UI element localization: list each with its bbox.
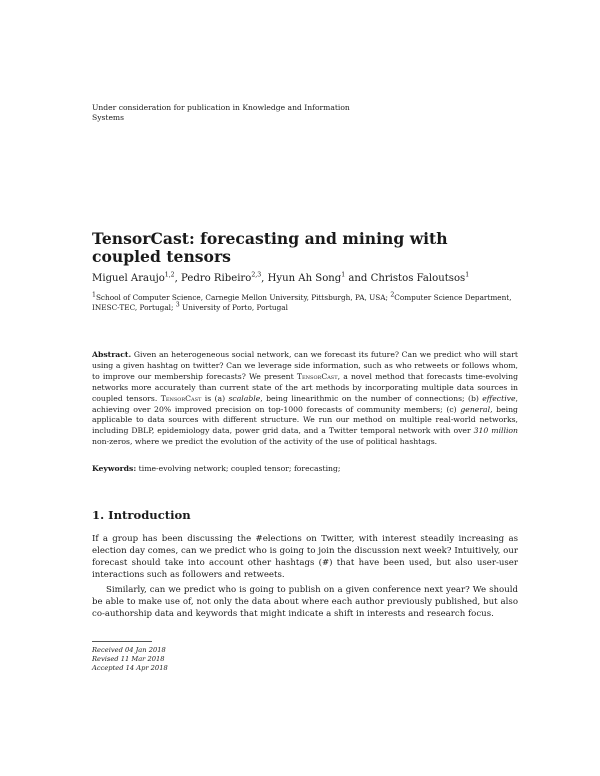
emphasis-scalable: scalable [228, 393, 261, 403]
method-name: TensorCast [296, 371, 338, 381]
affiliation-mark: 3 [175, 301, 180, 309]
accepted-date: Accepted 14 Apr 2018 [92, 664, 168, 673]
affiliation-mark: 2 [390, 291, 395, 299]
title-line-2: coupled tensors [92, 247, 231, 266]
abstract [92, 350, 518, 448]
affiliations [92, 293, 517, 313]
intro-paragraph-1: If a group has been discussing the #elections on Twitter, with interest steadily increasing as election day comes, can we predict who is going to join the discussion next week? Intuitively, our forecast should take into account other hashtags (#) that have been used, but also user-user interactions such as followers and retweets. [92, 534, 518, 580]
author-affiliation-mark: 1 [465, 271, 470, 279]
affiliation-text: School of Computer Science, Carnegie Mellon University, Pittsburgh, PA, USA; [95, 293, 391, 302]
emphasis-nonzeros: 310 million [473, 426, 518, 436]
author-list [92, 273, 512, 285]
abstract-text: non-zeros, where we predict the evolution of the activity of the use of political hashtags. [92, 437, 438, 447]
author-affiliation-mark: 2,3 [251, 271, 262, 279]
revised-date: Revised 11 Mar 2018 [92, 655, 165, 664]
author-name: , Hyun Ah Song [261, 273, 342, 284]
affiliation-text: University of Porto, Portugal [179, 303, 288, 312]
author-name: and Christos Faloutsos [345, 273, 466, 284]
footnote-rule [92, 641, 152, 642]
title-line-1: TensorCast: forecasting and mining with [92, 229, 448, 248]
abstract-text: Given an heterogeneous social network, can we forecast its future? Can we predict who will start using a given hashtag on twitter? Can we leverage side information, such as who retweets or follows whom, to improve our membership forecasts? We present [92, 350, 518, 381]
publication-note-line-1: Under consideration for publication in Knowledge and Information [92, 103, 350, 112]
emphasis-general: general [460, 404, 491, 414]
abstract-label: Abstract. [92, 350, 132, 359]
section-heading-introduction: 1. Introduction [92, 508, 191, 522]
author-affiliation-mark: 1 [341, 271, 346, 279]
abstract-text: , being linearithmic on the number of connections; (b) [260, 393, 483, 403]
publication-note-line-2: Systems [92, 113, 125, 122]
keywords-text: time-evolving network; coupled tensor; forecasting; [136, 464, 341, 473]
abstract-text: , being applicable to data sources with different structure. We run our method on multiple real-world networks, including DBLP, epidemiology data, power grid data, and a Twitter temporal network with over [92, 404, 518, 436]
affiliation-mark: 1 [92, 291, 96, 299]
affiliation-text: Computer Science Department, INESC-TEC, Portugal; [92, 293, 512, 312]
received-date: Received 04 Jan 2018 [92, 646, 166, 654]
paper-title [92, 230, 452, 266]
publication-note [92, 103, 432, 123]
abstract-text: is (a) [201, 393, 229, 403]
author-affiliation-mark: 1,2 [164, 271, 175, 279]
keywords-label: Keywords: [92, 464, 137, 473]
emphasis-effective: effective [482, 393, 516, 403]
author-name: Miguel Araujo [92, 273, 165, 284]
submission-history [92, 646, 168, 674]
method-name: TensorCast [160, 393, 202, 403]
abstract-text: , a novel method that forecasts time-evolving networks more accurately than current state of the art methods by incorporating multiple data sources in coupled tensors. [92, 371, 518, 403]
abstract-text: , achieving over 20% improved precision on top-1000 forecasts of community members; (c) [92, 393, 518, 414]
author-name: , Pedro Ribeiro [174, 273, 252, 284]
intro-paragraph-2: Similarly, can we predict who is going to publish on a given conference next year? We should be able to make use of, not only the data about where each author previously published, but also co-authorship data and keywords that might indicate a shift in interests and research focus. [92, 585, 518, 619]
keywords [92, 463, 518, 474]
